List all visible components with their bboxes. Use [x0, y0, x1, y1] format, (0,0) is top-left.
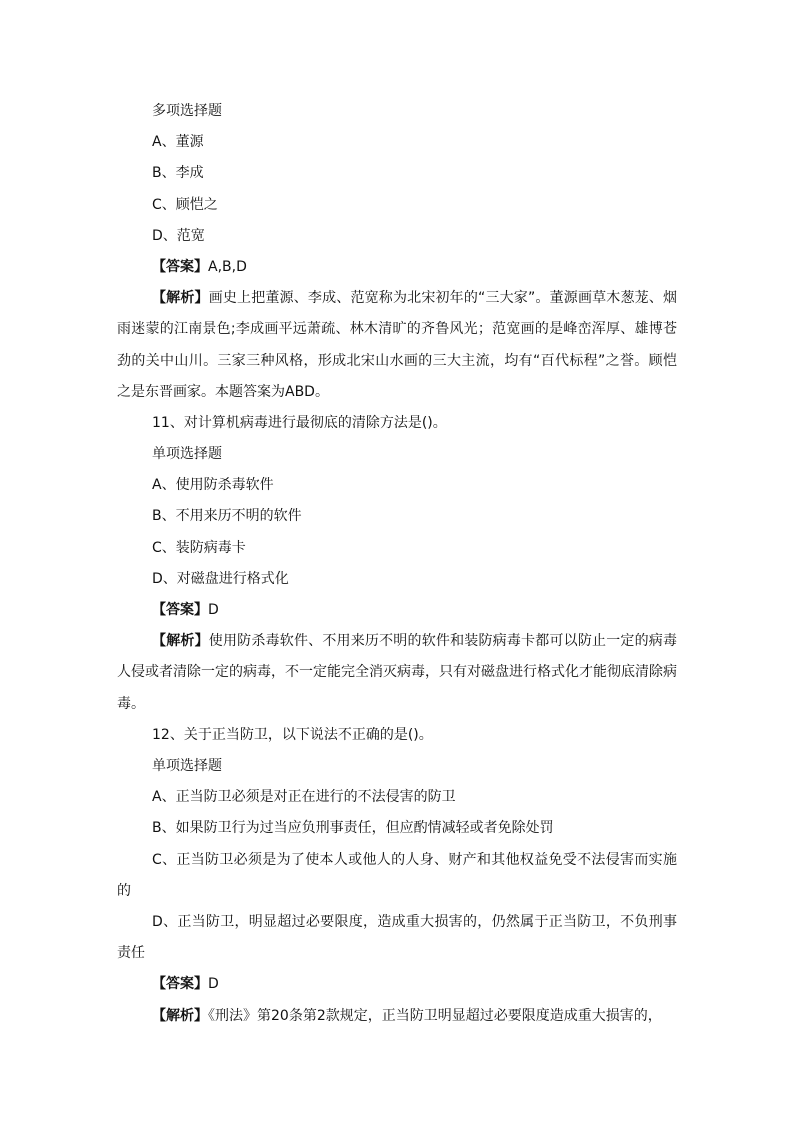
explanation-text: 使用防杀毒软件、不用来历不明的软件和装防病毒卡都可以防止一定的病毒人侵或者清除一定的病毒，不一定能完全消灭病毒，只有对磁盘进行格式化才能彻底清除病毒。	[117, 633, 678, 712]
q12-type: 单项选择题	[152, 758, 222, 775]
q10-option-b: B、李成	[152, 165, 204, 182]
document-content	[117, 96, 677, 1032]
q10-option-a: A、董源	[152, 134, 204, 151]
answer-label: 【答案】	[152, 258, 208, 275]
q10-type: 多项选择题	[152, 103, 222, 119]
q12-option-b: B、如果防卫行为过当应负刑事责任，但应酌情减轻或者免除处罚	[152, 820, 554, 837]
q12-option-d: D、正当防卫，明显超过必要限度，造成重大损害的，仍然属于正当防卫，不负刑事责任	[117, 913, 677, 962]
q11-option-b: B、不用来历不明的软件	[152, 508, 302, 525]
q12-explanation	[117, 1001, 677, 1032]
answer-label: 【答案】	[152, 976, 208, 993]
q11-option-d: D、对磁盘进行格式化	[152, 570, 289, 587]
q11-explanation	[117, 626, 677, 720]
q11-type: 单项选择题	[152, 446, 222, 463]
q10-answer	[117, 252, 677, 283]
explanation-text: 《刑法》第20条第2款规定，正当防卫明显超过必要限度造成重大损害的，	[208, 1007, 662, 1024]
q12-option-a: A、正当防卫必须是对正在进行的不法侵害的防卫	[152, 789, 456, 806]
q10-option-d: D、范宽	[152, 227, 205, 244]
answer-value: D	[208, 602, 219, 619]
q12-answer	[117, 969, 677, 1000]
explanation-label: 【解析】	[152, 1007, 208, 1024]
explanation-label: 【解析】	[152, 290, 209, 307]
q11-option-c: C、装防病毒卡	[152, 539, 246, 556]
explanation-text: 画史上把董源、李成、范宽称为北宋初年的“三大家”。董源画草木葱茏、烟雨迷蒙的江南景色;李成画平远萧疏、林木清旷的齐鲁风光；范宽画的是峰峦浑厚、雄博苍劲的关中山川。三家三种风格，形成北宋山水画的三大主流，均有“百代标程”之誉。顾恺之是东晋画家。本题答案为ABD。	[117, 290, 677, 400]
q10-option-c: C、顾恺之	[152, 196, 218, 213]
q11-answer	[117, 595, 677, 626]
answer-value: A,B,D	[208, 258, 247, 275]
q12-option-c: C、正当防卫必须是为了使本人或他人的人身、财产和其他权益免受不法侵害而实施的	[117, 851, 677, 899]
q12-question: 12、关于正当防卫，以下说法不正确的是()。	[152, 726, 433, 743]
answer-label: 【答案】	[152, 602, 208, 619]
explanation-label: 【解析】	[152, 633, 209, 650]
q11-option-a: A、使用防杀毒软件	[152, 477, 274, 494]
answer-value: D	[208, 976, 219, 993]
q10-explanation	[117, 283, 677, 408]
q11-question: 11、对计算机病毒进行最彻底的清除方法是()。	[152, 414, 447, 431]
